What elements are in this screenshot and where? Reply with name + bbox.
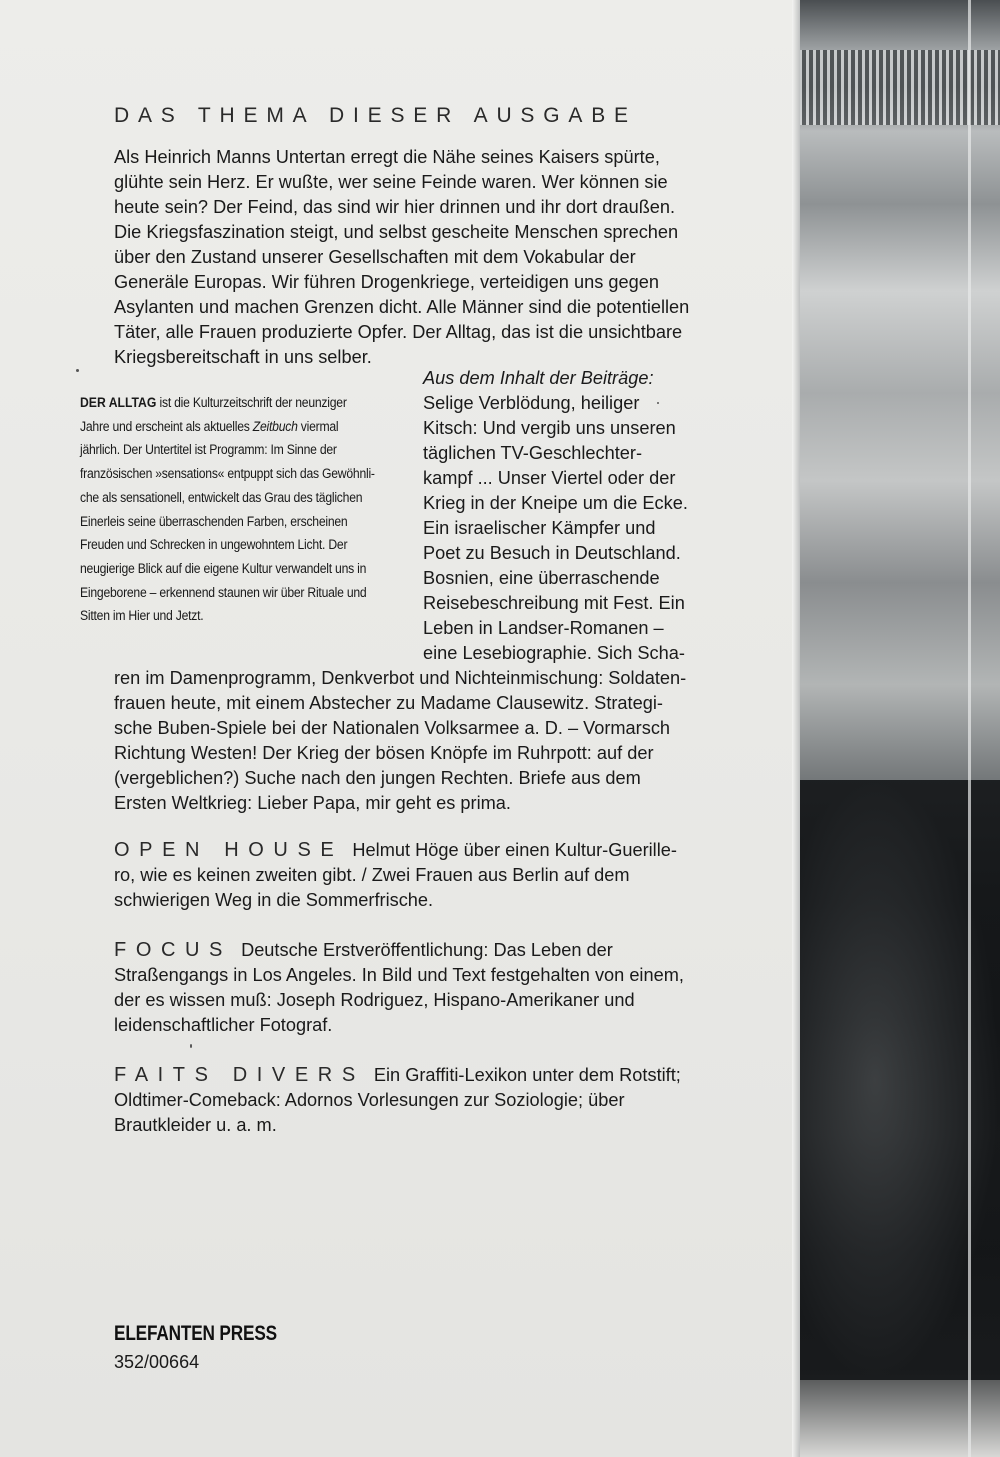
contents-intro-label: Aus dem Inhalt der Beiträge: xyxy=(423,368,654,388)
section-label: OPEN HOUSE xyxy=(114,839,344,861)
info-text: Jahre und erscheint als aktuelles xyxy=(80,418,253,435)
magazine-brand: DER ALLTAG xyxy=(80,395,157,411)
contents-line: Leben in Landser-Romanen – xyxy=(423,618,664,638)
section-first-line xyxy=(114,938,684,963)
info-line: neugierige Blick auf die eigene Kultur verwandelt uns in xyxy=(80,560,367,577)
section-open-house xyxy=(114,838,677,913)
info-text: ist die Kulturzeitschrift der neunziger xyxy=(156,395,347,411)
zeitbuch-term: Zeitbuch xyxy=(252,418,298,435)
section-line: Straßengangs in Los Angeles. In Bild und Text festgehalten von einem, xyxy=(114,965,684,985)
info-line xyxy=(80,416,353,440)
contents-line: Ersten Weltkrieg: Lieber Papa, mir geht es prima. xyxy=(114,793,511,813)
contents-line: Richtung Westen! Der Krieg der bösen Knöpfe im Ruhrpott: auf der xyxy=(114,743,654,763)
contents-line: frauen heute, mit einem Abstecher zu Madame Clausewitz. Strategi- xyxy=(114,693,663,713)
intro-line: Täter, alle Frauen produzierte Opfer. Der Alltag, das ist die unsichtbare xyxy=(114,322,683,342)
book-spine-edge xyxy=(792,0,800,1457)
cover-photo-strip xyxy=(792,0,1000,1457)
intro-line: Als Heinrich Manns Untertan erregt die Nähe seines Kaisers spürte, xyxy=(114,147,660,167)
section-text: Ein Graffiti-Lexikon unter dem Rotstift; xyxy=(373,1065,681,1085)
contents-continued xyxy=(114,666,686,816)
publisher-name: ELEFANTEN PRESS xyxy=(114,1322,277,1345)
contents-line: Ein israelischer Kämpfer und xyxy=(423,518,656,538)
intro-line: Die Kriegsfaszination steigt, und selbst gescheite Menschen sprechen xyxy=(114,222,679,242)
paper-speck xyxy=(657,402,659,404)
section-label: FAITS DIVERS xyxy=(114,1064,365,1086)
info-line: Freuden und Schrecken in ungewohntem Licht. Der xyxy=(80,537,348,554)
section-line: ro, wie es keinen zweiten gibt. / Zwei Frauen aus Berlin auf dem xyxy=(114,865,630,885)
contents-column xyxy=(423,366,688,666)
issue-theme-heading: DAS THEMA DIESER AUSGABE xyxy=(114,104,637,127)
section-focus xyxy=(114,938,684,1038)
paper-speck xyxy=(76,369,79,372)
section-text: Deutsche Erstveröffentlichung: Das Leben der xyxy=(241,940,613,960)
contents-line: ren im Damenprogramm, Denkverbot und Nichteinmischung: Soldaten- xyxy=(114,668,687,688)
publisher-number: 352/00664 xyxy=(114,1352,200,1372)
photo-fold-line xyxy=(968,0,971,1457)
contents-line: kampf ... Unser Viertel oder der xyxy=(423,468,676,488)
contents-line: Poet zu Besuch in Deutschland. xyxy=(423,543,681,563)
contents-line: Krieg in der Kneipe um die Ecke. xyxy=(423,493,688,513)
info-line: Sitten im Hier und Jetzt. xyxy=(80,608,204,625)
contents-line: Bosnien, eine überraschende xyxy=(423,568,660,588)
magazine-info-box xyxy=(80,392,375,629)
section-first-line xyxy=(114,838,677,863)
info-line: Einerleis seine überraschenden Farben, erscheinen xyxy=(80,513,348,530)
info-line: französischen »sensations« entpuppt sich das Gewöhnli- xyxy=(80,466,375,483)
contents-line: Kitsch: Und vergib uns unseren xyxy=(423,418,676,438)
intro-line: über den Zustand unserer Gesellschaften mit dem Vokabular der xyxy=(114,247,636,267)
intro-line: Asylanten und machen Grenzen dicht. Alle Männer sind die potentiellen xyxy=(114,297,690,317)
section-line: Oldtimer-Comeback: Adornos Vorlesungen zur Soziologie; über xyxy=(114,1090,625,1110)
intro-line: Generäle Europas. Wir führen Drogenkriege, verteidigen uns gegen xyxy=(114,272,659,292)
section-first-line xyxy=(114,1063,681,1088)
contents-line: Reisebeschreibung mit Fest. Ein xyxy=(423,593,685,613)
paper-speck xyxy=(190,1044,192,1048)
info-line: che als sensationell, entwickelt das Grau des täglichen xyxy=(80,489,363,506)
contents-line: sche Buben-Spiele bei der Nationalen Volksarmee a. D. – Vormarsch xyxy=(114,718,671,738)
info-text: viermal xyxy=(297,418,339,435)
info-line: jährlich. Der Untertitel ist Programm: Im Sinne der xyxy=(80,442,337,459)
intro-line: heute sein? Der Feind, das sind wir hier drinnen und ihr dort draußen. xyxy=(114,197,676,217)
section-line: der es wissen muß: Joseph Rodriguez, Hispano-Amerikaner und xyxy=(114,990,635,1010)
intro-line: glühte sein Herz. Er wußte, wer seine Feinde waren. Wer können sie xyxy=(114,172,668,192)
contents-line: Selige Verblödung, heiliger xyxy=(423,393,640,413)
intro-line: Kriegsbereitschaft in uns selber. xyxy=(114,347,372,367)
section-line: leidenschaftlicher Fotograf. xyxy=(114,1015,333,1035)
section-line: schwierigen Weg in die Sommerfrische. xyxy=(114,890,434,910)
section-text: Helmut Höge über einen Kultur-Guerille- xyxy=(352,840,677,860)
section-label: FOCUS xyxy=(114,939,232,961)
intro-paragraph xyxy=(114,145,689,370)
section-faits-divers xyxy=(114,1063,681,1138)
contents-line: täglichen TV-Geschlechter- xyxy=(423,443,643,463)
contents-line: eine Lesebiographie. Sich Scha- xyxy=(423,643,685,663)
section-line: Brautkleider u. a. m. xyxy=(114,1115,277,1135)
info-line xyxy=(80,392,353,416)
info-line: Eingeborene – erkennend staunen wir über Rituale und xyxy=(80,584,367,601)
contents-line: (vergeblichen?) Suche nach den jungen Rechten. Briefe aus dem xyxy=(114,768,641,788)
